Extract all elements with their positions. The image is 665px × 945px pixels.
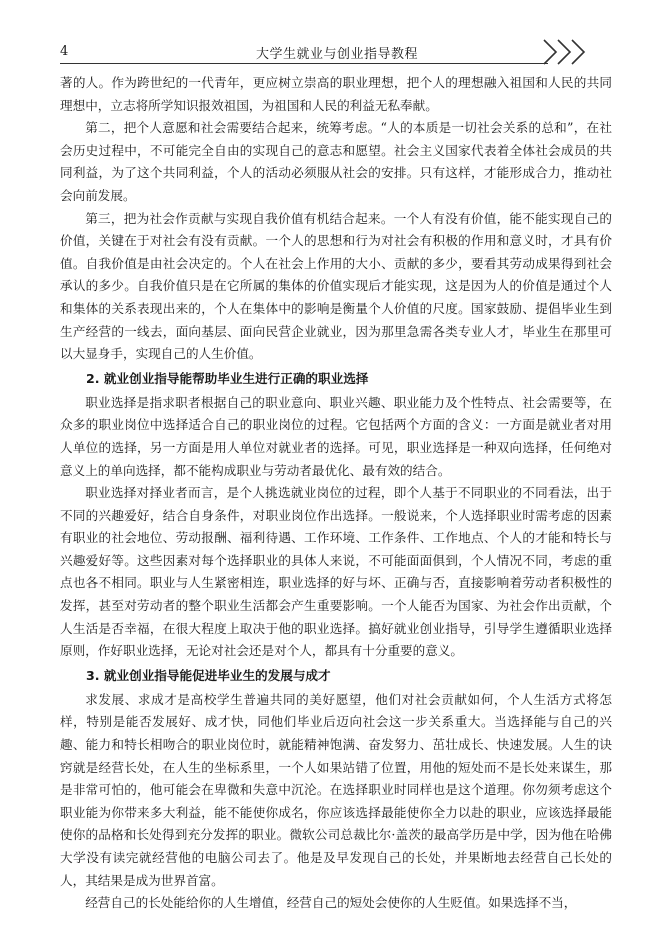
paragraph: 经营自己的长处能给你的人生增值，经营自己的短处会使你的人生贬值。如果选择不当，: [85, 895, 577, 911]
paragraph: 求发展、求成才是高校学生普遍共同的美好愿望，他们对社会贡献如何，个人生活方式将怎样，特别是能否发展好、成才快，同他们毕业后迈向社会这一步关系重大。当选择能与自己的兴趣、能力和特长相吻合的职业岗位时，就能精神饱满、奋发努力、茁壮成长、快速发展。人生的诀窍就是经营长处，在人生的坐标系里，一个人如果站错了位置，用他的短处而不是长处来谋生，那是非常可怕的，他可能会在卑微和失意中沉沦。在选择职业时同样也是这个道理。你勿须考虑这个职业能为你带来多大利益，能不能使你成名，你应该选择最能使你全力以赴的职业，应该选择最能使你的品格和长处得到充分发挥的职业。微软公司总裁比尔·盖茨的最高学历是中学，因为他在哈佛大学没有读完就经营他的电脑公司去了。他是及早发现自己的长处，并果断地去经营自己长处的人，其结果是成为世界首富。: [60, 691, 612, 888]
running-header: [0, 0, 665, 72]
section-heading: 3. 就业创业指导能促进毕业生的发展与成才: [86, 667, 331, 683]
book-title: 大学生就业与创业指导教程: [256, 47, 419, 62]
paragraph: 第二，把个人意愿和社会需要结合起来，统筹考虑。“人的本质是一切社会关系的总和”，在社会历史过程中，不可能完全自由的实现自己的意志和愿望。社会主义国家代表着全体社会成员的共同利益，为了这个共同利益，个人的活动必须服从社会的安排。只有这样，才能形成合力，推动社会向前发展。: [60, 120, 612, 203]
paragraph: 职业选择对择业者而言，是个人挑选就业岗位的过程，即个人基于不同职业的不同看法，出于不同的兴趣爱好，结合自身条件，对职业岗位作出选择。一般说来，个人选择职业时需考虑的因素有职业的社会地位、劳动报酬、福利待遇、工作环境、工作条件、工作地点、个人的才能和特长与兴趣爱好等。这些因素对每个选择职业的具体人来说，不可能面面俱到，个人情况不同，考虑的重点也各不相同。职业与人生紧密相连，职业选择的好与坏、正确与否，直接影响着劳动者积极性的发挥，甚至对劳动者的整个职业生活都会产生重要影响。一个人能否为国家、为社会作出贡献，个人生活是否幸福，在很大程度上取决于他的职业选择。搞好就业创业指导，引导学生遵循职业选择原则，作好职业选择，无论对社会还是对个人，都具有十分重要的意义。: [60, 485, 612, 659]
paragraph: 著的人。作为跨世纪的一代青年，更应树立崇高的职业理想，把个人的理想融入祖国和人民的共同理想中，立志将所学知识报效祖国，为祖国和人民的利益无私奉献。: [60, 75, 612, 113]
page-body: [60, 72, 612, 932]
section-heading: 2. 就业创业指导能帮助毕业生进行正确的职业选择: [86, 370, 369, 386]
page-number: 4: [60, 44, 69, 59]
paragraph: 第三，把为社会作贡献与实现自我价值有机结合起来。一个人有没有价值，能不能实现自己的价值，关键在于对社会有没有贡献。一个人的思想和行为对社会有积极的作用和意义时，才具有价值。自我价值是由社会决定的。个人在社会上作用的大小、贡献的多少，要看其劳动成果得到社会承认的多少。自我价值只是在它所属的集体的价值实现后才能实现，这是因为人的价值是通过个人和集体的关系表现出来的，个人在集体中的影响是衡量个人价值的尺度。国家鼓励、提倡毕业生到生产经营的一线去，面向基层、面向民营企业就业，因为那里急需各类专业人才，毕业生在那里可以大显身手，实现自己的人生价值。: [60, 210, 612, 362]
header-rule: [60, 63, 548, 64]
triple-chevron-right-icon: [540, 38, 612, 66]
paragraph: 职业选择是指求职者根据自己的职业意向、职业兴趣、职业能力及个性特点、社会需要等，在众多的职业岗位中选择适合自己的职业岗位的过程。它包括两个方面的含义：一方面是就业者对用人单位的选择，另一方面是用人单位对就业者的选择。可见，职业选择是一种双向选择，任何绝对意义上的单向选择，都不能构成职业与劳动者最优化、最有效的结合。: [60, 394, 612, 478]
